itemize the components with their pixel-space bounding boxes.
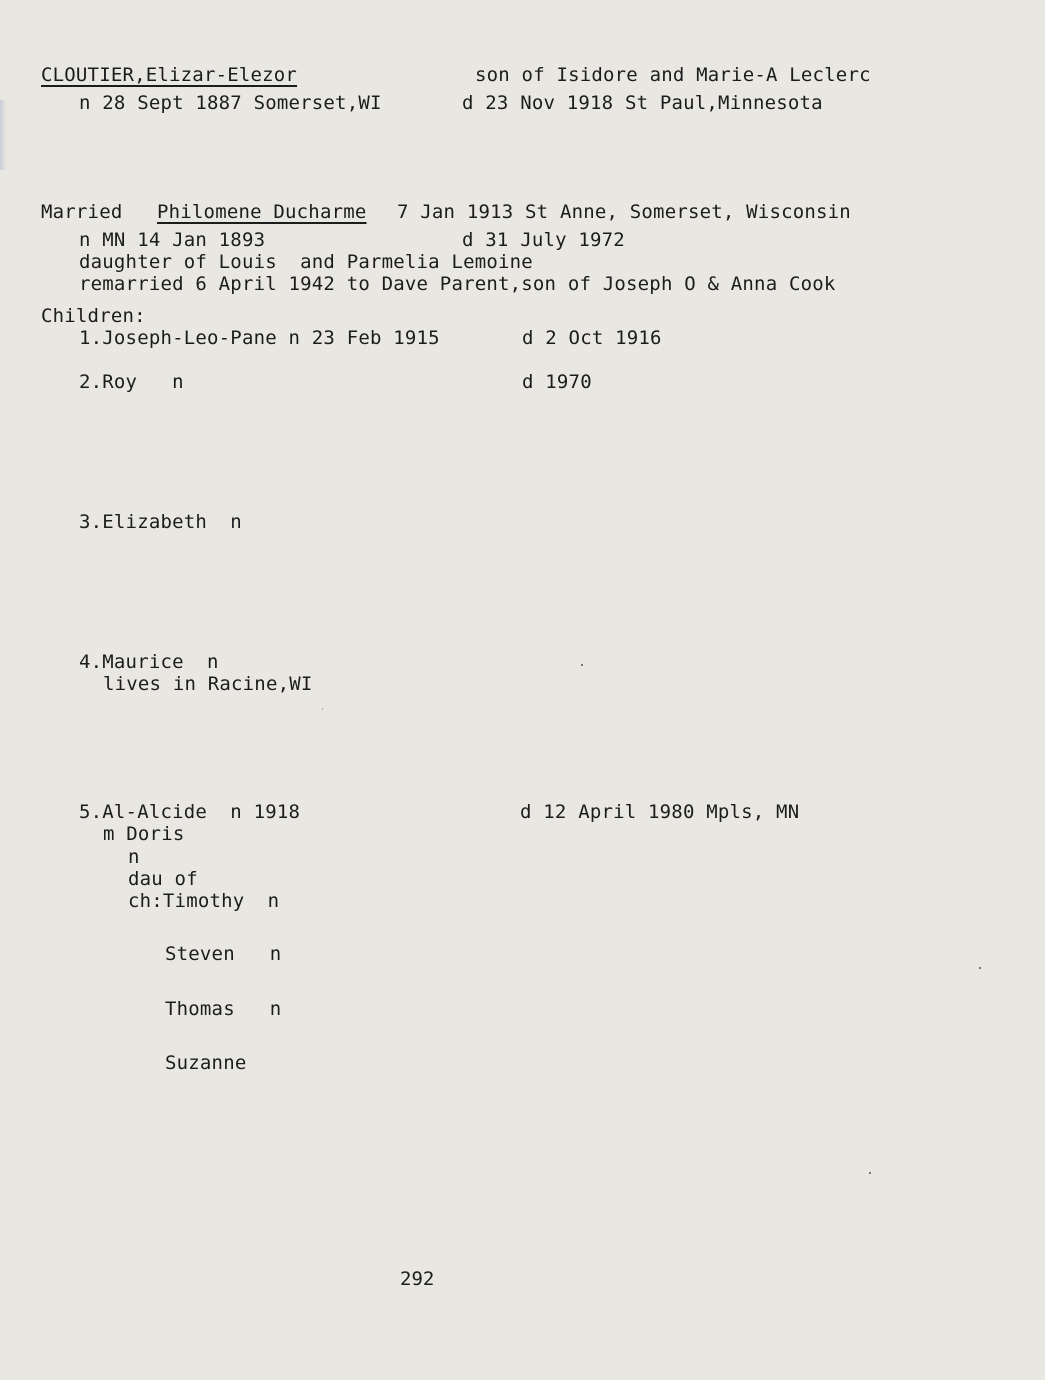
- child-5-spouse: m Doris: [103, 823, 185, 845]
- marriage-details: 7 Jan 1913 St Anne, Somerset, Wisconsin: [397, 201, 851, 223]
- child-2-name: 2.Roy n: [79, 371, 184, 393]
- grandchild-2: Steven n: [165, 943, 282, 965]
- paper-speck: [322, 708, 323, 710]
- marriage-label: Married: [41, 201, 123, 223]
- spouse-birth: n MN 14 Jan 1893: [79, 229, 266, 251]
- page-edge-shadow: [0, 100, 6, 170]
- child-5-spouse-birth: n: [128, 846, 140, 868]
- child-4-note: lives in Racine,WI: [103, 673, 313, 695]
- spouse-death: d 31 July 1972: [462, 229, 625, 251]
- grandchild-4: Suzanne: [165, 1052, 247, 1074]
- grandchild-3: Thomas n: [165, 998, 282, 1020]
- child-4-name: 4.Maurice n: [79, 651, 219, 673]
- children-label: Children:: [41, 305, 146, 327]
- child-1-name: 1.Joseph-Leo-Pane n 23 Feb 1915: [79, 327, 440, 349]
- page-number: 292: [400, 1268, 435, 1290]
- child-5-death: d 12 April 1980 Mpls, MN: [520, 801, 800, 823]
- child-1-death: d 2 Oct 1916: [522, 327, 662, 349]
- header-name: CLOUTIER,Elizar-Elezor: [41, 64, 298, 86]
- child-3-name: 3.Elizabeth n: [79, 511, 242, 533]
- header-death: d 23 Nov 1918 St Paul,Minnesota: [462, 92, 823, 114]
- header-birth: n 28 Sept 1887 Somerset,WI: [79, 92, 382, 114]
- header-parents: son of Isidore and Marie-A Leclerc: [475, 64, 871, 86]
- paper-speck: [581, 664, 583, 666]
- spouse-parents: daughter of Louis and Parmelia Lemoine: [79, 251, 533, 273]
- paper-speck: [979, 967, 981, 969]
- child-2-death: d 1970: [522, 371, 592, 393]
- paper-speck: [869, 1172, 871, 1174]
- child-5-spouse-parents: dau of: [128, 868, 198, 890]
- child-5-name: 5.Al-Alcide n 1918: [79, 801, 301, 823]
- spouse-remarried: remarried 6 April 1942 to Dave Parent,son of Joseph O & Anna Cook: [79, 273, 836, 295]
- spouse-name: Philomene Ducharme: [157, 201, 367, 223]
- grandchild-1: ch:Timothy n: [128, 890, 280, 912]
